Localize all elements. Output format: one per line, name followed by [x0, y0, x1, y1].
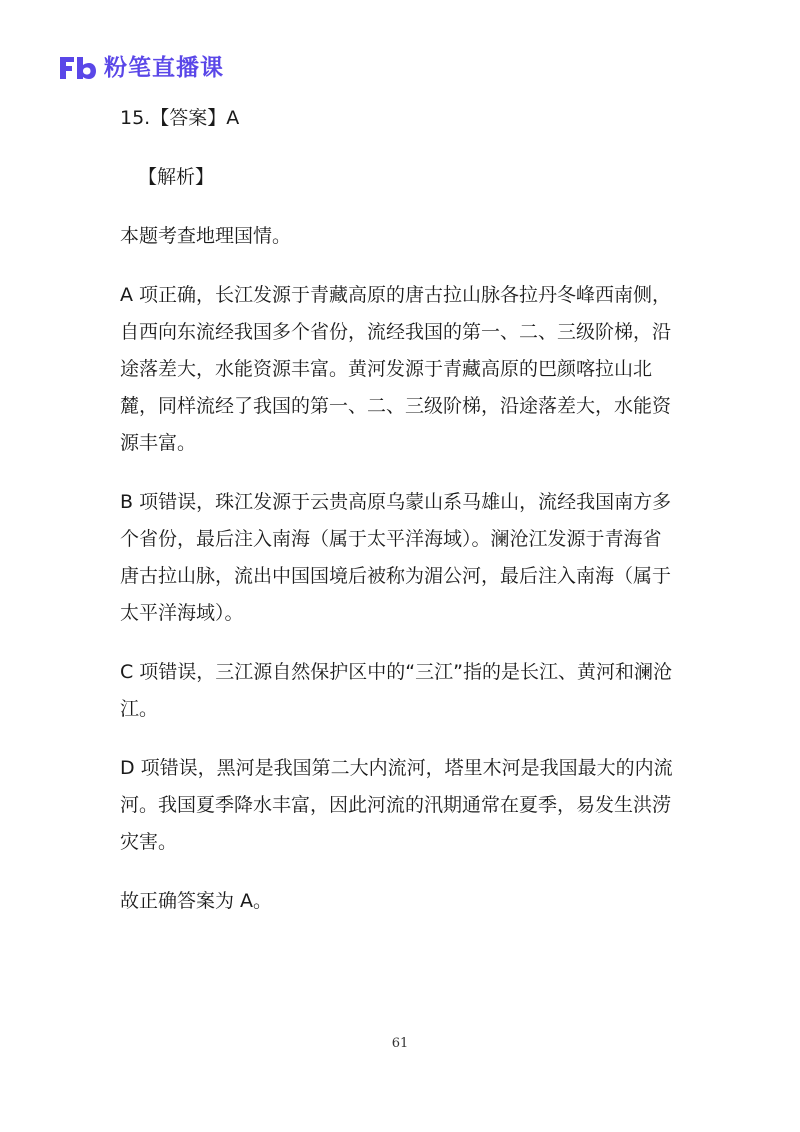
page-header: [58, 52, 224, 84]
analysis-label: 【解析】: [138, 166, 215, 188]
conclusion-paragraph: 故正确答案为 A。: [120, 890, 273, 912]
answer-line: 15.【答案】A: [120, 107, 240, 129]
option-d-paragraph: D 项错误，黑河是我国第二大内流河，塔里木河是我国最大的内流河。我国夏季降水丰富，因此河流的汛期通常在夏季，易发生洪涝灾害。: [120, 757, 673, 853]
answer-analysis-content: [120, 100, 680, 920]
fb-logo-icon: [58, 54, 98, 82]
brand-name: 粉笔直播课: [104, 55, 224, 81]
option-a-paragraph: A 项正确，长江发源于青藏高原的唐古拉山脉各拉丹冬峰西南侧，自西向东流经我国多个省份，流经我国的第一、二、三级阶梯，沿途落差大，水能资源丰富。黄河发源于青藏高原的巴颜喀拉山北麓，同样流经了我国的第一、二、三级阶梯，沿途落差大，水能资源丰富。: [120, 284, 672, 454]
topic-paragraph: 本题考查地理国情。: [120, 225, 292, 247]
page-number: 61: [391, 1036, 409, 1051]
option-b-paragraph: B 项错误，珠江发源于云贵高原乌蒙山系马雄山，流经我国南方多个省份，最后注入南海（属于太平洋海域）。澜沧江发源于青海省唐古拉山脉，流出中国国境后被称为湄公河，最后注入南海（属于太平洋海域）。: [120, 491, 672, 624]
option-c-paragraph: C 项错误，三江源自然保护区中的“三江”指的是长江、黄河和澜沧江。: [120, 661, 672, 720]
